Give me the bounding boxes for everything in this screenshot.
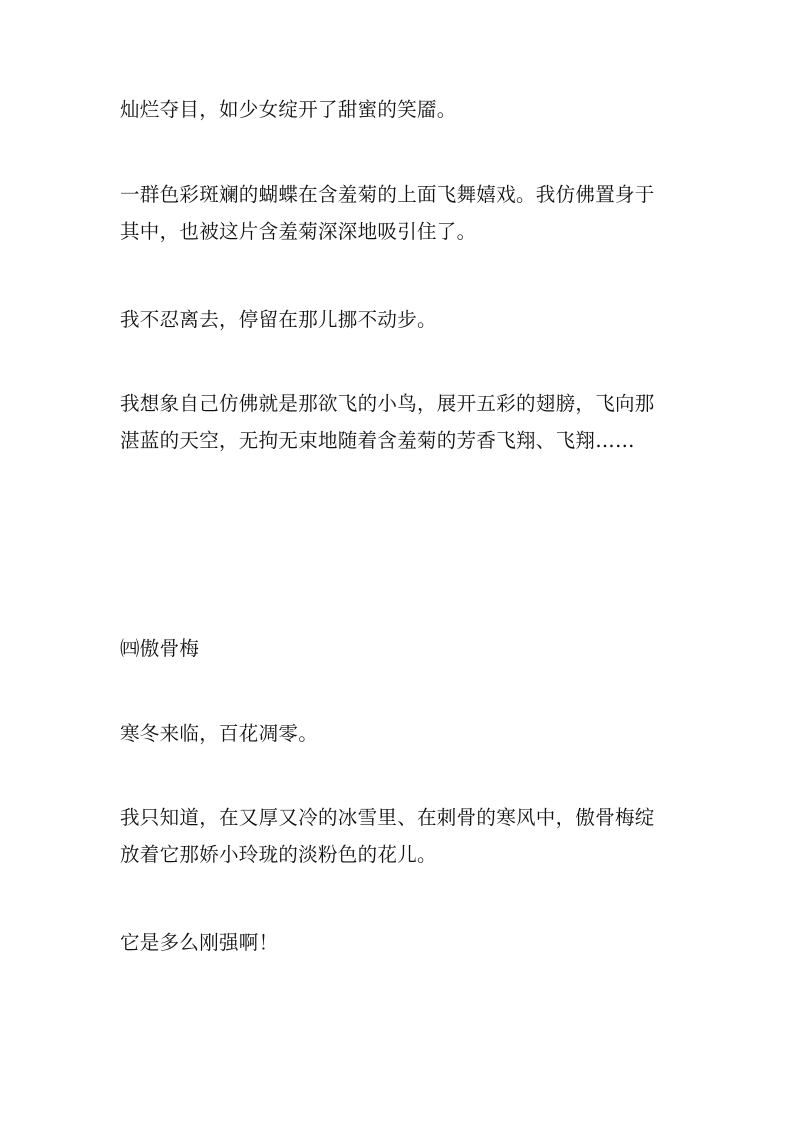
paragraph-plum-bloom: 我只知道，在又厚又冷的冰雪里、在刺骨的寒风中，傲骨梅绽放着它那娇小玲珑的淡粉色的花儿。 [120, 806, 655, 866]
paragraph-butterflies: 一群色彩斑斓的蝴蝶在含羞菊的上面飞舞嬉戏。我仿佛置身于其中，也被这片含羞菊深深地吸引住了。 [120, 183, 655, 243]
paragraph-strong: 它是多么刚强啊！ [120, 931, 279, 954]
paragraph-imagine-bird: 我想象自己仿佛就是那欲飞的小鸟，展开五彩的翅膀，飞向那湛蓝的天空，无拘无束地随着含羞菊的芳香飞翔、飞翔…… [120, 392, 655, 452]
paragraph-linger: 我不忍离去，停留在那儿挪不动步。 [120, 308, 437, 331]
section-heading-plum: ㈣傲骨梅 [120, 637, 200, 660]
paragraph-smile: 灿烂夺目，如少女绽开了甜蜜的笑靥。 [120, 98, 457, 121]
paragraph-winter: 寒冬来临，百花凋零。 [120, 722, 319, 745]
